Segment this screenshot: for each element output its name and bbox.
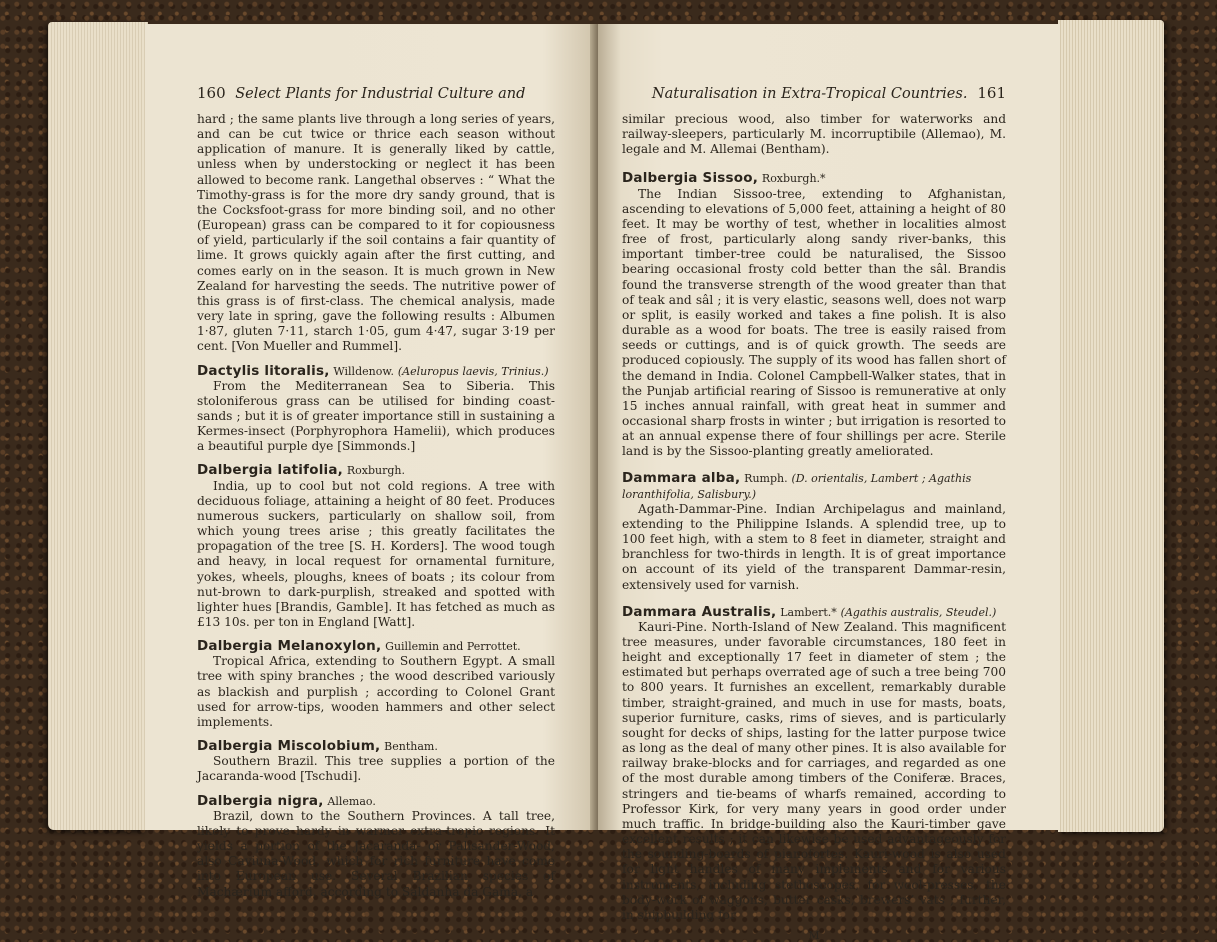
entry-dactylis-litoralis xyxy=(197,364,555,455)
entry-dalbergia-miscolobium xyxy=(197,739,555,784)
entry-dammara-alba xyxy=(622,471,1006,592)
species-name: Dammara alba, xyxy=(622,470,741,487)
running-title: Select Plants for Industrial Culture and xyxy=(235,86,526,102)
entry-dammara-australis xyxy=(622,605,1006,923)
species-name: Dalbergia latifolia, xyxy=(197,462,343,479)
entry-dalbergia-sissoo xyxy=(622,171,1006,459)
right-page-body xyxy=(622,112,1006,942)
species-authority: Rumph. xyxy=(744,472,788,486)
entry-heading xyxy=(622,605,1006,620)
carryover-paragraph: hard ; the same plants live through a long series of years, and can be cut twice or thrice each season without application of manure. It is generally liked by cattle, unless when by understocking or neglect it has been allowed to become rank. Langethal observes : “ What the Timothy-grass is for the more dry sandy ground, that is the Cocksfoot-grass for more binding soil, and no other (European) grass can be compared to it for copiousness of yield, particularly if the soil contains a fair quantity of lime. It grows quickly again after the first cutting, and comes early on in the season. It is much grown in New Zealand for harvesting the seeds. The nutritive power of this grass is of first-class. The chemical analysis, made very late in spring, gave the following results : Albumen 1·87, gluten 7·11, starch 1·05, gum 4·47, sugar 3·19 per cent. [Von Mueller and Rummel]. xyxy=(197,112,555,354)
entry-heading xyxy=(197,463,555,478)
page-number: 160 xyxy=(197,84,226,102)
entry-heading xyxy=(197,794,555,809)
species-name: Dactylis litoralis, xyxy=(197,362,330,379)
entry-heading xyxy=(197,639,555,654)
entry-dalbergia-melanoxylon xyxy=(197,639,555,730)
carryover-paragraph: similar precious wood, also timber for waterworks and railway-sleepers, particularly M. incorruptibile (Allemao), M. legale and M. Allemai (Bentham). xyxy=(622,112,1006,157)
species-authority: Roxburgh. xyxy=(346,464,405,478)
page-number: 161 xyxy=(977,84,1006,102)
right-page xyxy=(598,24,1060,942)
synonym-note: (D. orientalis, Lambert ; Agathis loranthifolia, Salisbury.) xyxy=(622,472,972,501)
entry-text: Tropical Africa, extending to Southern Egypt. A small tree with spiny branches ; the wood described variously as blackish and purplish ; according to Colonel Grant used for arrow-tips, wooden hammers and other select implements. xyxy=(197,654,555,729)
entry-heading xyxy=(197,739,555,754)
entry-text: India, up to cool but not cold regions. A tree with deciduous foliage, attaining a height of 80 feet. Produces numerous suckers, particularly on shallow soil, from which young trees arise ; this greatly facilitates the propagation of the tree [S. H. Korders]. The wood tough and heavy, in local request for ornamental furniture, yokes, wheels, ploughs, knees of boats ; its colour from nut-brown to dark-purplish, streaked and spotted with lighter hues [Brandis, Gamble]. It has fetched as much as £13 10s. per ton in England [Watt]. xyxy=(197,478,555,629)
species-name: Dalbergia nigra, xyxy=(197,792,324,809)
entry-heading xyxy=(622,171,1006,186)
entry-text: Agath-Dammar-Pine. Indian Archipelagus and mainland, extending to the Philippine Islands. A splendid tree, up to 100 feet high, with a stem to 8 feet in diameter, straight and branchless for two-thirds in length. It is of great importance on account of its yield of the transparent Dammar-resin, extensively used for varnish. xyxy=(622,501,1006,592)
left-page xyxy=(145,24,597,899)
left-page-body xyxy=(197,112,555,900)
species-authority: Willdenow. xyxy=(333,364,394,378)
entry-text: The Indian Sissoo-tree, extending to Afghanistan, ascending to elevations of 5,000 feet, attaining a height of 80 feet. It may be worthy of test, whether in localities almost free of frost, particularly along sandy river-banks, this important timber-tree could be naturalised, the Sissoo bearing occasional frosty cold better than the sâl. Brandis found the transverse strength of the wood greater than that of teak and sâl ; it is very elastic, seasons well, does not warp or split, is easily worked and takes a fine polish. It is also durable as a wood for boats. The tree is easily raised from seeds or cuttings, and is of quick growth. The seeds are produced copiously. The supply of its wood has fallen short of the demand in India. Colonel Campbell-Walker states, that in the Punjab artificial rearing of Sissoo is remunerative at only 15 inches annual rainfall, with great heat in summer and occasional sharp frosts in winter ; but irrigation is resorted to at an annual expense there of four shillings per acre. Sterile land is by the Sissoo-planting greatly ameliorated. xyxy=(622,186,1006,459)
page-edges-right xyxy=(1058,20,1164,832)
species-authority: Guillemin and Perrottet. xyxy=(385,640,521,654)
entry-text: Southern Brazil. This tree supplies a portion of the Jacaranda-wood [Tschudi]. xyxy=(197,754,555,784)
species-name: Dammara Australis, xyxy=(622,603,777,620)
species-authority: Bentham. xyxy=(384,740,438,754)
species-authority: Allemao. xyxy=(327,794,376,808)
species-authority: Roxburgh.* xyxy=(761,172,826,186)
entry-heading xyxy=(622,471,1006,501)
species-authority: Lambert.* xyxy=(780,605,837,619)
species-name: Dalbergia Miscolobium, xyxy=(197,738,381,755)
entry-text: From the Mediterranean Sea to Siberia. This stoloniferous grass can be utilised for binding coast-sands ; but it is of greater importance still in sustaining a Kermes-insect (Porphyrophora Hamelii), which produces a beautiful purple dye [Simmonds.] xyxy=(197,378,555,454)
species-name: Dalbergia Sissoo, xyxy=(622,170,759,187)
left-page-header xyxy=(197,84,555,102)
running-title: Naturalisation in Extra-Tropical Countries. xyxy=(651,86,968,102)
entry-dalbergia-nigra xyxy=(197,794,555,900)
right-page-header xyxy=(622,84,1006,102)
species-name: Dalbergia Melanoxylon, xyxy=(197,638,382,655)
signature-mark: M xyxy=(808,928,820,942)
entry-dalbergia-latifolia xyxy=(197,463,555,630)
entry-text: Kauri-Pine. North-Island of New Zealand. This magnificent tree measures, under favorable circumstances, 180 feet in height and exceptionally 17 feet in diameter of stem ; the estimated but perhaps overrated age of such a tree being 700 to 800 years. It furnishes an excellent, remarkably durable timber, straight-grained, and much in use for masts, boats, superior furniture, casks, rims of sieves, and is particularly sought for decks of ships, lasting for the latter purpose twice as long as the deal of many other pines. It is also available for railway brake-blocks and for carriages, and regarded as one of the most durable among timbers of the Coniferæ. Braces, stringers and tie-beams of wharfs remained, according to Professor Kirk, for very many years in good order under much traffic. In bridge-building also the Kauri-timber gave excellent results ; it can likewise be used advantageously for the sounding-boards of pianofortes. Kauri-wood is also used for light handles of many implements and for various instruments, including stethoscopes, for wool-presses, the body-work of waggons, butter casks, brewers’ vats ; further, in shipbuilding for xyxy=(622,619,1006,922)
page-edges-left xyxy=(48,22,148,830)
synonym-note: (Agathis australis, Steudel.) xyxy=(840,605,997,619)
synonym-note: (Aeluropus laevis, Trinius.) xyxy=(397,364,549,378)
entry-text: Brazil, down to the Southern Provinces. A tall tree, likely to prove hardy in warmer extra-tropic regions. It yields a portion of the Jacaranda- or Palisander-Wood, also Caviuna-Wood, which for rich furniture have come into European use. Several Brazilian species of Machærium afford, according to Saldanha da Gama, a xyxy=(197,808,555,899)
entry-heading xyxy=(197,364,555,379)
